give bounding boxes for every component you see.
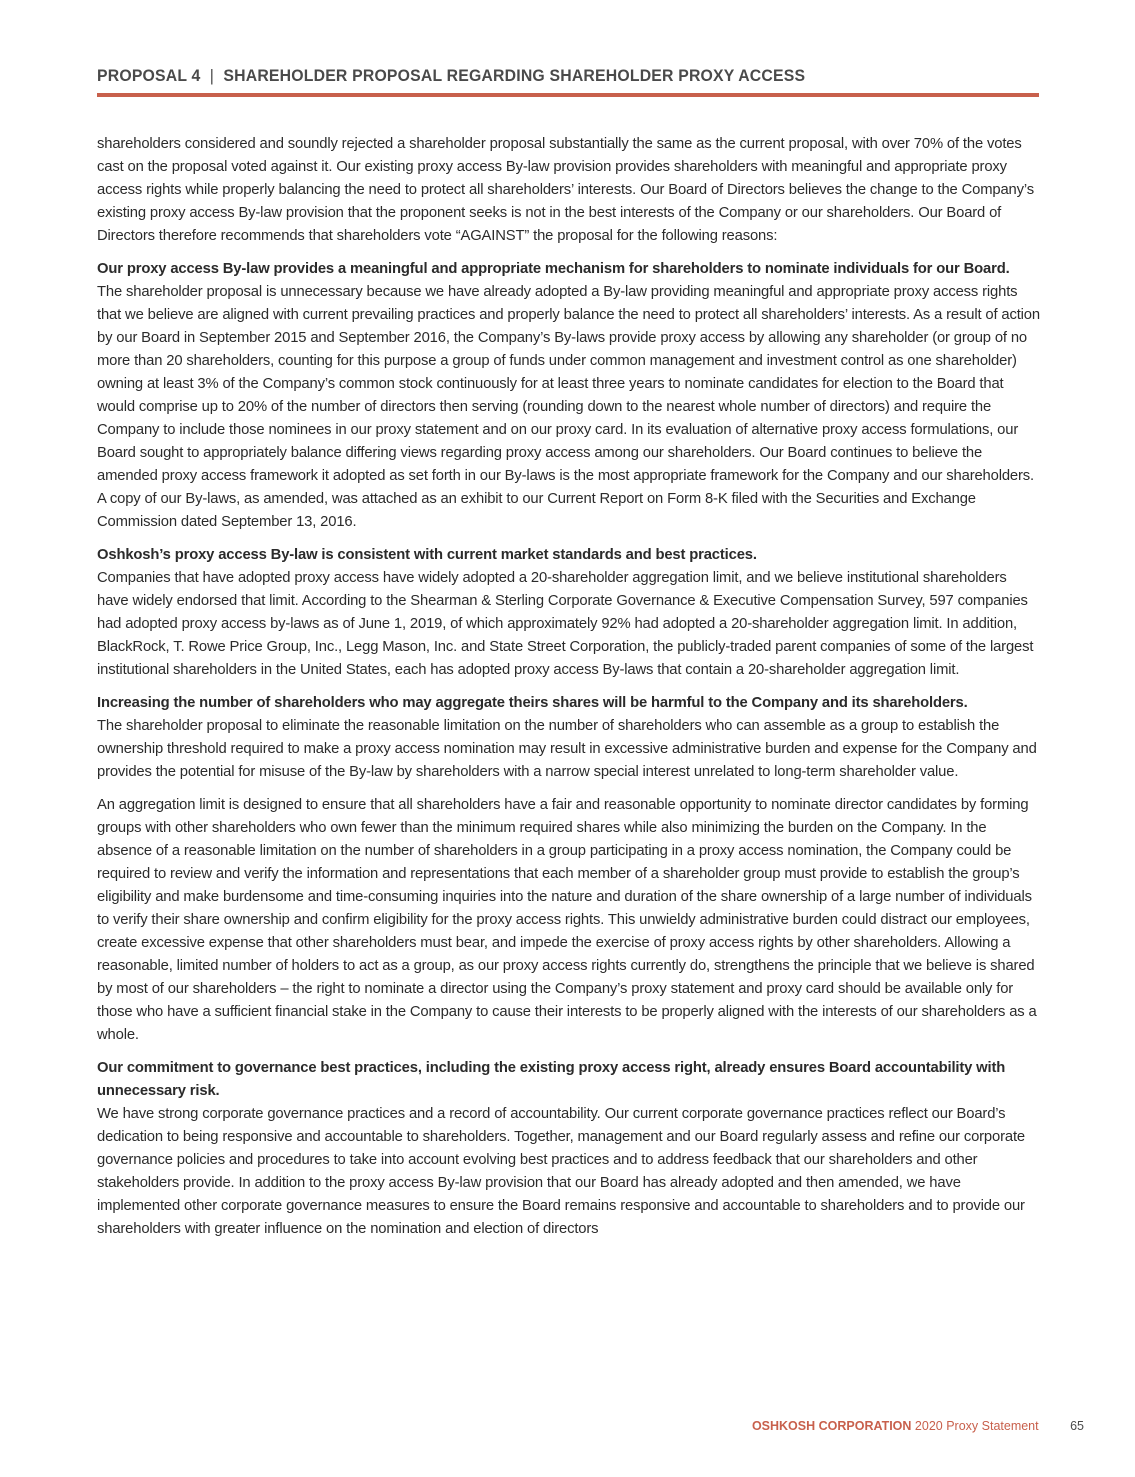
section-governance-commitment: [97, 1057, 1042, 1241]
page-header: [97, 64, 1039, 97]
aggregation-limit-paragraph: [97, 794, 1042, 1047]
proposal-number: PROPOSAL 4: [97, 66, 201, 85]
footer-document-title: 2020 Proxy Statement: [914, 1419, 1039, 1433]
section-market-standards: [97, 544, 1042, 682]
section-aggregation-harm: [97, 692, 1042, 784]
paragraph-heading: Increasing the number of shareholders who may aggregate theirs shares will be harmful to the Company and its shareholders.: [97, 695, 968, 711]
paragraph-text: We have strong corporate governance practices and a record of accountability. Our current corporate governance practices reflect our Board’s dedication to being responsive and accountable to shareholders. Together, management and our Board regularly assess and refine our corporate governance policies and procedures to take into account evolving best practices and to address feedback that our shareholders and other stakeholders provide. In addition to the proxy access By-law provision that our Board has already adopted and then amended, we have implemented other corporate governance measures to ensure the Board remains responsive and accountable to shareholders and to provide our shareholders with greater influence on the nomination and election of directors: [97, 1106, 1025, 1237]
paragraph-heading: Our commitment to governance best practices, including the existing proxy access right, already ensures Board accountability with unnecessary risk.: [97, 1060, 1006, 1099]
paragraph-text: An aggregation limit is designed to ensure that all shareholders have a fair and reasonable opportunity to nominate director candidates by forming groups with other shareholders who own fewer than the minimum required shares while also minimizing the burden on the Company. In the absence of a reasonable limitation on the number of shareholders in a group participating in a proxy access nomination, the Company could be required to review and verify the information and representations that each member of a shareholder group must provide to establish the group’s eligibility and make burdensome and time-consuming inquiries into the nature and duration of the share ownership of a large number of individuals to verify their share ownership and confirm eligibility for the proxy access rights. This unwieldy administrative burden could distract our employees, create excessive expense that other shareholders must bear, and impede the exercise of proxy access rights by other shareholders. Allowing a reasonable, limited number of holders to act as a group, as our proxy access rights currently do, strengthens the principle that we believe is shared by most of our shareholders – the right to nominate a director using the Company’s proxy statement and proxy card should be available only for those who have a sufficient financial stake in the Company to cause their interests to be properly aligned with the interests of our shareholders as a whole.: [97, 797, 1037, 1043]
paragraph-heading: Oshkosh’s proxy access By-law is consistent with current market standards and best practices.: [97, 547, 757, 563]
title-separator: |: [209, 66, 215, 85]
section-title: [97, 64, 973, 88]
page-number: 65: [1070, 1419, 1084, 1433]
paragraph-heading: Our proxy access By-law provides a meaningful and appropriate mechanism for shareholders to nominate individuals for our Board.: [97, 261, 1010, 277]
section-meaningful-mechanism: [97, 258, 1042, 534]
intro-paragraph: [97, 133, 1042, 248]
paragraph-text: The shareholder proposal is unnecessary because we have already adopted a By-law providing meaningful and appropriate proxy access rights that we believe are aligned with current prevailing practices and properly balance the need to protect all shareholders’ interests. As a result of action by our Board in September 2015 and September 2016, the Company’s By-laws provide proxy access by allowing any shareholder (or group of no more than 20 shareholders, counting for this purpose a group of funds under common management and investment control as one shareholder) owning at least 3% of the Company’s common stock continuously for at least three years to nominate candidates for election to the Board that would comprise up to 20% of the number of directors then serving (rounding down to the nearest whole number of directors) and require the Company to include those nominees in our proxy statement and on our proxy card. In its evaluation of alternative proxy access formulations, our Board sought to appropriately balance differing views regarding proxy access among our shareholders. Our Board continues to believe the amended proxy access framework it adopted as set forth in our By-laws is the most appropriate framework for the Company and our shareholders. A copy of our By-laws, as amended, was attached as an exhibit to our Current Report on Form 8-K filed with the Securities and Exchange Commission dated September 13, 2016.: [97, 284, 1040, 530]
footer-company: OSHKOSH CORPORATION: [751, 1419, 912, 1433]
proposal-title: SHAREHOLDER PROPOSAL REGARDING SHAREHOLDER PROXY ACCESS: [223, 66, 806, 85]
paragraph-text: Companies that have adopted proxy access have widely adopted a 20-shareholder aggregation limit, and we believe institutional shareholders have widely endorsed that limit. According to the Shearman & Sterling Corporate Governance & Executive Compensation Survey, 597 companies had adopted proxy access by-laws as of June 1, 2019, of which approximately 92% had adopted a 20-shareholder aggregation limit. In addition, BlackRock, T. Rowe Price Group, Inc., Legg Mason, Inc. and State Street Corporation, the publicly-traded parent companies of some of the largest institutional shareholders in the United States, each has adopted proxy access By-laws that contain a 20-shareholder aggregation limit.: [97, 570, 1034, 678]
page-footer: [0, 1418, 1084, 1434]
paragraph-text: The shareholder proposal to eliminate the reasonable limitation on the number of shareholders who can assemble as a group to establish the ownership threshold required to make a proxy access nomination may result in excessive administrative burden and expense for the Company and provides the potential for misuse of the By-law by shareholders with a narrow special interest unrelated to long-term shareholder value.: [97, 718, 1037, 780]
paragraph-text: shareholders considered and soundly rejected a shareholder proposal substantially the same as the current proposal, with over 70% of the votes cast on the proposal voted against it. Our existing proxy access By-law provision provides shareholders with meaningful and appropriate proxy access rights while properly balancing the need to protect all shareholders’ interests. Our Board of Directors believes the change to the Company’s existing proxy access By-law provision that the proponent seeks is not in the best interests of the Company or our shareholders. Our Board of Directors therefore recommends that shareholders vote “AGAINST” the proposal for the following reasons:: [97, 136, 1034, 244]
header-rule: [97, 93, 1039, 97]
body-content: [97, 133, 1042, 1251]
